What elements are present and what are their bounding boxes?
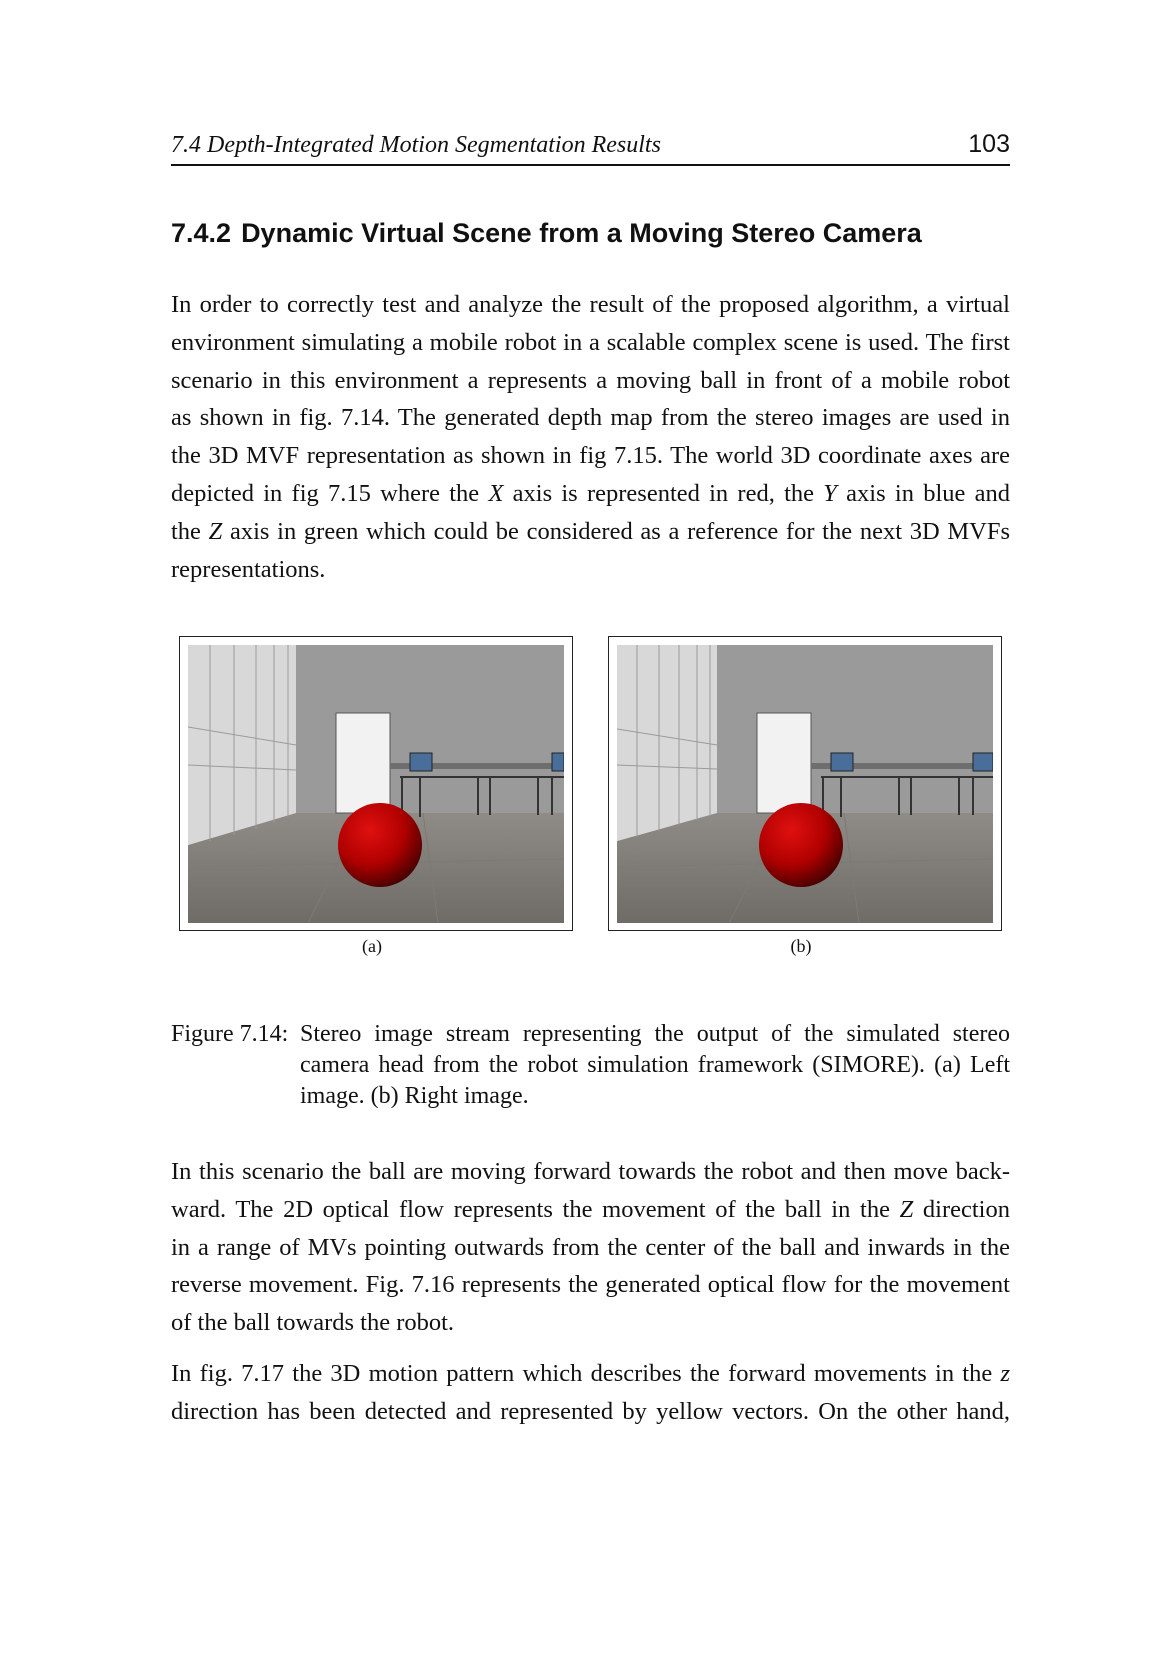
monitor — [410, 753, 432, 771]
subfigure-label-b: (b) — [790, 936, 812, 956]
right-stereo-image — [617, 645, 993, 923]
text-line: representations. — [171, 555, 326, 583]
section-number: 7.4.2 — [171, 218, 232, 248]
caption-line: image. (b) Right image. — [300, 1083, 529, 1109]
door — [336, 713, 390, 813]
section-title: Dynamic Virtual Scene from a Moving Stereo Camera — [241, 218, 922, 248]
subfigure-label-a: (a) — [362, 936, 382, 956]
text-line: of the ball towards the robot. — [171, 1309, 455, 1337]
caption-line: camera head from the robot simulation framework (SIMORE). (a) Left — [300, 1052, 1010, 1078]
text-line: environment simulating a mobile robot in a scalable complex scene is used. The first — [171, 328, 1010, 356]
text-line: the 3D MVF representation as shown in fig 7.15. The world 3D coordinate axes are — [171, 442, 1010, 470]
paragraph-intro — [171, 286, 1010, 588]
text-line: In fig. 7.17 the 3D motion pattern which describes the forward movements in the z — [171, 1360, 1010, 1387]
monitor — [552, 753, 564, 771]
math-z-lower: z — [1000, 1360, 1010, 1387]
math-x: X — [488, 479, 504, 507]
red-ball — [759, 803, 843, 887]
running-head-title: 7.4 Depth-Integrated Motion Segmentation Results — [171, 132, 661, 158]
text-line: scenario in this environment a represents a moving ball in front of a mobile robot — [171, 366, 1010, 394]
paragraph-motion-pattern — [171, 1355, 1010, 1431]
running-head — [171, 128, 1010, 166]
text-line: direction has been detected and represented by yellow vectors. On the other hand, — [171, 1397, 1010, 1425]
left-cabinet-wall — [188, 645, 296, 845]
red-ball — [338, 803, 422, 887]
text-line: depicted in fig 7.15 where the X axis is represented in red, the Y axis in blue and — [171, 479, 1011, 507]
text-line: in a range of MVs pointing outwards from the center of the ball and inwards in the — [171, 1233, 1010, 1261]
page-number: 103 — [968, 130, 1010, 158]
math-y: Y — [823, 479, 837, 507]
math-z: Z — [899, 1195, 914, 1223]
math-z: Z — [208, 517, 223, 545]
monitor — [831, 753, 853, 771]
section-heading — [171, 218, 922, 249]
caption-line: Stereo image stream representing the output of the simulated stereo — [300, 1021, 1010, 1047]
caption-prefix: Figure 7.14: — [171, 1021, 289, 1047]
figure-panel-right — [608, 636, 1002, 931]
left-stereo-image — [188, 645, 564, 923]
text-line: as shown in fig. 7.14. The generated depth map from the stereo images are used in — [171, 404, 1010, 432]
text-line: In this scenario the ball are moving forward towards the robot and then move back- — [171, 1158, 1010, 1185]
monitor — [973, 753, 993, 771]
door — [757, 713, 811, 813]
text-line: reverse movement. Fig. 7.16 represents the generated optical flow for the movement — [171, 1271, 1010, 1299]
caption-body — [300, 1019, 1010, 1112]
text-line: ward. The 2D optical flow represents the movement of the ball in the Z direction — [171, 1195, 1010, 1223]
figure-panel-left — [179, 636, 573, 931]
text-line: In order to correctly test and analyze the result of the proposed algorithm, a virtual — [171, 291, 1010, 318]
paragraph-scenario — [171, 1153, 1010, 1342]
text-line: the Z axis in green which could be considered as a reference for the next 3D MVFs — [171, 517, 1010, 545]
